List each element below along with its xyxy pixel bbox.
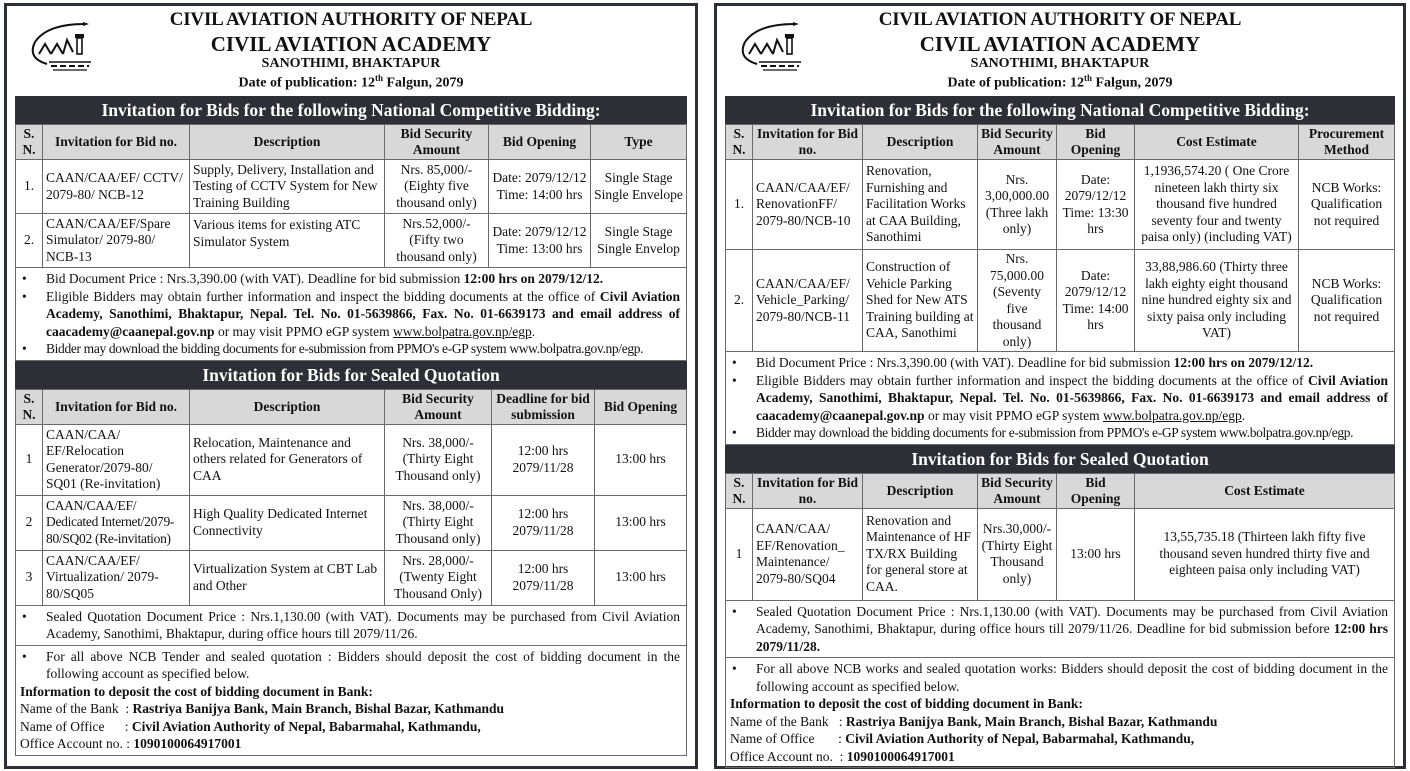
ncb-table [15,124,687,268]
egp-link[interactable]: www.bolpatra.gov.np/egp [1102,407,1242,423]
bullet-icon: • [732,355,737,370]
download-note: Bidder may download the bidding documents for e-submission from PPMO's e-GP system www.bolpatra.gov.np/egp. [46,341,644,356]
sq-table [15,389,687,606]
ncb-banner: Invitation for Bids for the following National Competitive Bidding: [15,96,687,124]
sq-banner: Invitation for Bids for Sealed Quotation [725,445,1395,473]
table-row: 2. CAAN/CAA/EF/Spare Simulator/ 2079-80/ NCB-13 Various items for existing ATC Simulator System Nrs.52,000/- (Fifty two thousand only) Date: 2079/12/12 Time: 13:00 hrs Single Stage Single Envelop [16,214,687,268]
table-row: 2 CAAN/CAA/EF/ Dedicated Internet/2079-80/SQ02 (Re-invitation) High Quality Dedicated Internet Connectivity Nrs. 38,000/- (Thirty Eight Thousand only) 12:00 hrs 2079/11/28 13:00 hrs [16,495,687,550]
table-row: 1. CAAN/CAA/EF/ RenovationFF/ 2079-80/NCB-10 Renovation, Furnishing and Facilitation Works at CAA Building, Sanothimi Nrs. 3,00,000.00 (Three lakh only) Date: 2079/12/12 Time: 13:30 hrs 1,1936,574.20 ( One Crore nineteen lakh thirty six thousand five hundred seventy four and twenty paisa only) (including VAT) NCB Works: Qualification not required [726,160,1395,250]
academy-title: CIVIL AVIATION ACADEMY [210,31,492,56]
table-row: 1 CAAN/CAA/ EF/Relocation Generator/2079-80/ SQ01 (Re-invitation) Relocation, Maintenance and others related for Generators of CAA Nrs. 38,000/- (Thirty Eight Thousand only) 12:00 hrs 2079/11/28 13:00 hrs [16,424,687,495]
table-header-row: S. N. Invitation for Bid no. Description Bid Security Amount Bid Opening Cost Estimate Procurement Method [726,125,1395,160]
col-type: Type [591,125,687,160]
bullet-icon: • [22,288,27,304]
eligibility-note: Eligible Bidders may obtain further information and inspect the bidding documents at the office of Civil Aviation Academy, Sanothimi, Bhaktapur, Nepal. Tel. No. 01-5639866, Fax. No. 01-6639173 and email address of caacademy@caanepal.gov.np or may visit PPMO eGP system www.bolpatra.gov.np/egp. [756,372,1388,423]
bid-price-note: Bid Document Price : Nrs.3,390.00 (with VAT). Deadline for bid submission 12:00 hrs on 2079/12/12. [756,355,1314,370]
ncb-notes [15,268,687,361]
notice-header [725,6,1395,96]
sq-note: • Sealed Quotation Document Price : Nrs.1,130.00 (with VAT). Documents may be purchased from Civil Aviation Academy, Sanothimi, Bhaktapur, during office hours till 2079/11/26. Deadline for bid submission before 12:00 hrs 2079/11/28. [725,601,1395,659]
bullet-icon: • [732,372,737,388]
table-row: 1. CAAN/CAA/EF/ CCTV/ 2079-80/ NCB-12 Supply, Delivery, Installation and Testing of CCTV System for New Training Building Nrs. 85,000/- (Eighty five thousand only) Date: 2079/12/12 Time: 14:00 hrs Single Stage Single Envelope [16,160,687,214]
bullet-icon: • [732,425,737,440]
bullet-icon: • [22,341,27,356]
ncb-notes [725,352,1395,445]
deposit-info: • For all above NCB works and sealed quotation works: Bidders should deposit the cost of bidding document in the following account as specified below. Information to deposit the cost of bidding document in Bank: Name of the Bank : Rastriya Banijya Bank, Main Branch, Bishal Bazar, Kathmandu Name of Office : Civil Aviation Authority of Nepal, Babarmahal, Kathmandu, Office Account no. : 1090100064917001 [725,658,1395,768]
publication-date: Date of publication: 12th Falgun, 2079 [947,72,1173,91]
academy-title: CIVIL AVIATION ACADEMY [919,31,1201,56]
sq-table [725,473,1395,601]
location: SANOTHIMI, BHAKTAPUR [970,55,1150,71]
notice-right [714,3,1406,769]
table-row: 3 CAAN/CAA/EF/ Virtualization/ 2079-80/SQ05 Virtualization System at CBT Lab and Other Nrs. 28,000/- (Twenty Eight Thousand Only) 12:00 hrs 2079/11/28 13:00 hrs [16,550,687,605]
col-bid-no: Invitation for Bid no. [43,125,190,160]
col-sn: S. N. [16,125,43,160]
deposit-heading: Information to deposit the cost of bidding document in Bank: [730,696,1083,711]
bank-name: Name of the Bank : Rastriya Banijya Bank, Main Branch, Bishal Bazar, Kathmandu [730,713,1218,729]
col-opening: Bid Opening [489,125,591,160]
authority-title: CIVIL AVIATION AUTHORITY OF NEPAL [169,9,533,30]
ncb-banner: Invitation for Bids for the following National Competitive Bidding: [725,96,1395,124]
table-header-row [16,125,687,160]
publication-date: Date of publication: 12th Falgun, 2079 [238,72,464,91]
bullet-icon: • [22,271,27,286]
egp-link[interactable]: www.bolpatra.gov.np/egp [392,323,532,339]
bank-name: Name of the Bank : Rastriya Banijya Bank, Main Branch, Bishal Bazar, Kathmandu [20,701,505,716]
table-row: 2. CAAN/CAA/EF/ Vehicle_Parking/ 2079-80/NCB-11 Construction of Vehicle Parking Shed for New ATS Training building at CAA, Sanothimi Nrs. 75,000.00 (Seventy five thousand only) Date: 2079/12/12 Time: 14:00 hrs 33,88,986.60 (Thirty three lakh eighty eight thousand nine hundred eighty six and sixty paisa only including VAT) NCB Works: Qualification not required [726,250,1395,352]
bullet-icon: • [732,603,737,619]
eligibility-note: Eligible Bidders may obtain further information and inspect the bidding documents at the office of Civil Aviation Academy, Sanothimi, Bhaktapur, Nepal. Tel. No. 01-5639866, Fax. No. 01-6639173 and email address of caacademy@caanepal.gov.np or may visit PPMO eGP system www.bolpatra.gov.np/egp. [46,288,680,339]
deposit-heading: Information to deposit the cost of bidding document in Bank: [20,683,373,699]
bullet-icon: • [22,608,27,624]
bullet-icon: • [732,661,737,676]
deposit-info: • For all above NCB Tender and sealed quotation : Bidders should deposit the cost of bidding document in the following account as specified below. Information to deposit the cost of bidding document in Bank: Name of the Bank : Rastriya Banijya Bank, Main Branch, Bishal Bazar, Kathmandu Name of Office : Civil Aviation Authority of Nepal, Babarmahal, Kathmandu, Office Account no. : 1090100064917001 [15,646,687,756]
bid-price-note: Bid Document Price : Nrs.3,390.00 (with VAT). Deadline for bid submission 12:00 hrs on 2079/12/12. [46,271,604,286]
notice-header [15,6,687,96]
table-header-row: S. N. Invitation for Bid no. Description Bid Security Amount Deadline for bid submission Bid Opening [16,389,687,424]
sq-note: • Sealed Quotation Document Price : Nrs.1,130.00 (with VAT). Documents may be purchased from Civil Aviation Academy, Sanothimi, Bhaktapur, during office hours till 2079/11/26. [15,606,687,646]
office-name: Name of Office : Civil Aviation Authority of Nepal, Babarmahal, Kathmandu, [20,718,481,734]
table-row: 1 CAAN/CAA/ EF/Renovation_ Maintenance/ 2079-80/SQ04 Renovation and Maintenance of HF TX/RX Building for general store at CAA. Nrs.30,000/- (Thirty Eight Thousand only) 13:00 hrs 13,55,735.18 (Thirteen lakh fifty five thousand seven hundred thirty five and eighteen paisa only including VAT) [726,508,1395,600]
office-name: Name of Office : Civil Aviation Authority of Nepal, Babarmahal, Kathmandu, [730,731,1195,746]
ncb-table [725,124,1395,352]
sq-banner: Invitation for Bids for Sealed Quotation [15,361,687,389]
account-number: Office Account no. : 1090100064917001 [20,736,242,751]
col-security: Bid Security Amount [385,125,489,160]
account-number: Office Account no. : 1090100064917001 [730,748,955,764]
bullet-icon: • [22,648,27,664]
authority-title: CIVIL AVIATION AUTHORITY OF NEPAL [878,9,1242,30]
download-note: Bidder may download the bidding documents for e-submission from PPMO's e-GP system www.bolpatra.gov.np/egp. [756,425,1354,440]
location: SANOTHIMI, BHAKTAPUR [261,55,441,71]
table-header-row: S. N. Invitation for Bid no. Description Bid Security Amount Bid Opening Cost Estimate [726,473,1395,508]
col-description: Description [190,125,385,160]
notice-left [4,3,698,769]
